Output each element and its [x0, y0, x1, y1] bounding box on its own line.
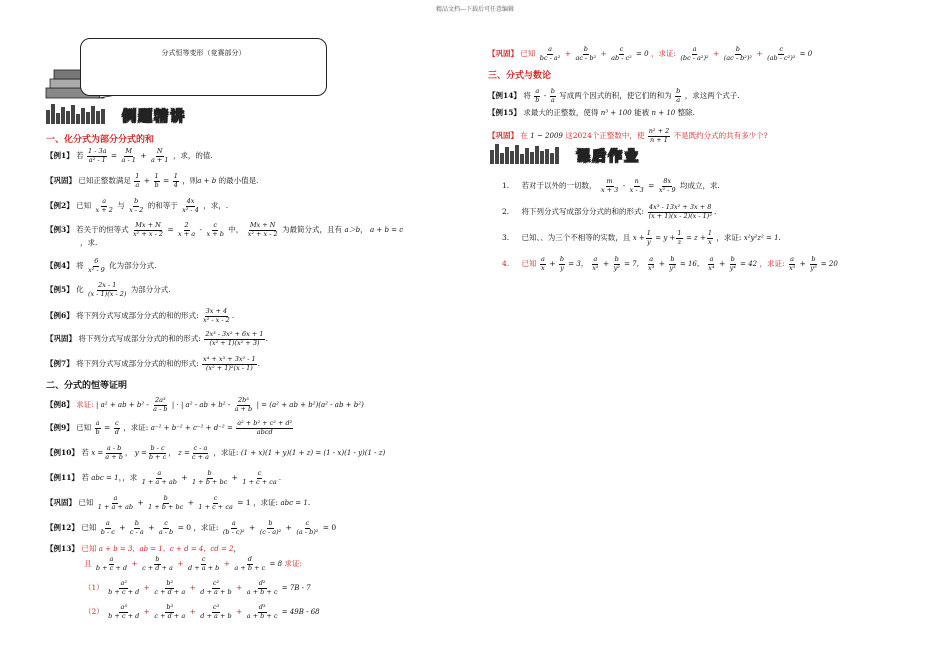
text: 能被	[634, 108, 650, 117]
label: 【巩固】	[46, 498, 76, 507]
banner-left-title: 例题精讲	[122, 109, 187, 125]
text: ，求证:	[650, 49, 676, 58]
banner-homework	[490, 144, 640, 169]
text: 将下列分式写成部分分式的和的形式:	[78, 334, 201, 343]
label: 【巩固】	[488, 131, 518, 140]
text: ，求证:	[193, 523, 219, 532]
label: 【例11】	[46, 473, 79, 482]
text: 已知	[76, 201, 92, 210]
example-4: 【例4】 将 $\frac{6}{\text{x² - 9}}$ 化为部分分式.	[46, 257, 157, 274]
example-13: 【例13】 已知 a + b = 3，ab = 1，c + d = 4，cd = 2，	[46, 544, 242, 553]
text: 若	[81, 448, 89, 457]
number: 2.	[502, 207, 510, 216]
text: 若关于的恒等式	[76, 225, 129, 234]
number: 3.	[502, 233, 510, 242]
text: 这	[565, 131, 573, 140]
section-3-heading: 三、分式与数论	[488, 71, 552, 81]
label: 【例12】	[46, 523, 79, 532]
text: 若	[81, 473, 89, 482]
document-title: 分式恒等变形（竞赛部分）	[161, 49, 246, 57]
example-2: 【例2】 已知 $\frac{a}{x + 2}$ 与 $\frac{b}{x - 2}$ 的和等于 $\frac{4x}{\text{x² - 4}}$ ，求，.	[46, 197, 229, 214]
consolidation-11: 【巩固】 已知 $\frac{a}{1 + a + ab}$ + $\frac{b}{1 + b + bc}$ + $\frac{c}{1 + c + ca}$ = 1 ，求证: abc = 1.	[46, 494, 311, 511]
text: 中，	[228, 225, 244, 234]
label: 【例9】	[46, 423, 74, 432]
text: ，求证:	[213, 448, 239, 457]
text: ，求这两个式子.	[684, 91, 740, 100]
bar-decoration-icon	[46, 104, 105, 124]
example-13-part-2: （2） $\frac{\text{a³}}{b + c + d}$ + $\frac{\text{b³}}{c + d + a}$ + $\frac{\text{c³}}{d + a + b}$ + $\frac{\text{d³}}{a + b + c}$ = 49B - 68	[84, 603, 320, 620]
text: 将下列分式写成部分分式的和的形式:	[76, 311, 199, 320]
text: 已知	[78, 498, 94, 507]
text: 已知	[521, 259, 537, 268]
text: 在	[520, 131, 528, 140]
text: 化为部分分式.	[109, 261, 157, 270]
condition: a + b = c	[369, 226, 404, 234]
text: 的和等于	[147, 201, 178, 210]
example-13-part-1: （1） $\frac{\text{a²}}{b + c + d}$ + $\frac{\text{b²}}{c + d + a}$ + $\frac{\text{c²}}{d + a + b}$ + $\frac{\text{d²}}{a + b + c}$ = 7B - 7	[84, 579, 311, 596]
example-9: 【例9】 已知 $\frac{a}{b}$ = $\frac{c}{d}$ ，求证: a⁻² + b⁻² + c⁻² + d⁻² = $\frac{\text{a² + b² + c² + d²}}{\text{abcd}}$	[46, 419, 293, 436]
label: 【例4】	[46, 261, 74, 270]
banner-right-title: 课后作业	[576, 149, 641, 165]
text: 均成立，求.	[679, 181, 720, 190]
text: 将下列分式写成部分分式的和的形式:	[521, 207, 645, 216]
number: 4.	[502, 259, 510, 268]
section-2-heading: 二、分式的恒等证明	[46, 381, 128, 391]
label: 【例7】	[46, 359, 74, 368]
example-7: 【例7】 将下列分式写成部分分式的和的形式: $\frac{\text{x⁴ + x³ + 3x² - 1}}{\text{(x² + 1)²(x - 1)}}$ .	[46, 355, 260, 372]
text: 将下列分式写成部分分式的和的形式:	[76, 359, 199, 368]
text: 与	[117, 201, 125, 210]
number: 1.	[502, 181, 510, 190]
example-11: 【例11】 若 abc = 1，，求 $\frac{a}{1 + a + ab}$ + $\frac{b}{1 + b + bc}$ + $\frac{c}{1 + c + ca}$ .	[46, 469, 282, 486]
condition: a＞b	[344, 226, 361, 234]
text: 为最简分式，且有	[282, 225, 343, 234]
text: ，求	[122, 473, 138, 482]
example-14: 【例14】 将 $\frac{a}{b}$ - $\frac{b}{a}$ 写成两个因式的积，使它们的和为 $\frac{b}{a}$ ，求这两个式子.	[488, 87, 740, 104]
label: 【例6】	[46, 311, 74, 320]
example-12: 【例12】 已知 $\frac{a}{b - c}$ + $\frac{b}{c - a}$ + $\frac{c}{a - b}$ = 0 ，求证: $\frac{a}{\text{(b - c)²}}$ + $\frac{b}{\text{(c - a)²}}$ + $\frac{c}{\text{(a - b)²}}$ = 0	[46, 519, 337, 536]
homework-2: 2. 将下列分式写成部分分式的和的形式: $\frac{\text{4x³ - 13x² + 3x + 8}}{\text{(x + 1)(x - 2)(x - 1)²}}$ .	[502, 203, 717, 220]
text: 整除.	[677, 108, 696, 117]
label: 【例5】	[46, 285, 74, 294]
text: ，求，.	[203, 201, 229, 210]
text: 已知	[81, 544, 97, 553]
title-box	[80, 38, 327, 96]
text: 的最小值是.	[218, 176, 259, 185]
text: 若对于以外的一切数，	[521, 181, 597, 190]
page-header: 精品文档---下载后可任意编辑	[435, 6, 515, 13]
text: ，求.	[80, 238, 98, 247]
example-5: 【例5】 化 $\frac{2x - 1}{(x - 1)(x - 2)}$ 为部分分式.	[46, 281, 171, 298]
homework-3: 3. 已知、、为三个不相等的实数，且 x + $\frac{1}{y}$ = y + $\frac{1}{z}$ = z + $\frac{1}{x}$ ，求证: x²y²z² = 1.	[502, 229, 781, 246]
label: 【例8】	[46, 400, 74, 409]
banner-example-lectures	[46, 104, 186, 129]
text: 个正整数中，使	[591, 131, 645, 140]
label: 【例1】	[46, 151, 74, 160]
label: 【巩固】	[488, 49, 518, 58]
text: ，求，的值.	[172, 151, 213, 160]
text: 已知	[81, 523, 97, 532]
consolidation-1: 【巩固】 已知正整数满足 $\frac{1}{a}$ + $\frac{1}{b}$ = $\frac{1}{4}$ ，则a + b 的最小值是.	[46, 172, 259, 189]
label: 【巩固】	[46, 334, 76, 343]
consolidation-15: 【巩固】 在 1 ~ 2009 这2024个正整数中，使 $\frac{\text{n² + 2}}{n + 1}$ 不是既约分式的共有多少个?	[488, 127, 768, 144]
label: 【例14】	[488, 91, 521, 100]
text: ，求证:	[759, 259, 785, 268]
bar-decoration-icon	[490, 144, 559, 164]
homework-1: 1. 若对于以外的一切数， $\frac{m}{x + 3}$ - $\frac{n}{x - 3}$ = $\frac{8x}{\text{x² - 9}}$ 均成立，求.	[502, 177, 720, 194]
text: 求证:	[284, 559, 302, 568]
text: 求证:	[76, 400, 94, 409]
text: 已知正整数满足	[78, 176, 131, 185]
text: ，则	[182, 176, 198, 185]
label: 【例2】	[46, 201, 74, 210]
text: 为部分分式.	[130, 285, 171, 294]
section-1-heading: 一、化分式为部分分式的和	[46, 135, 155, 145]
label: 【例10】	[46, 448, 79, 457]
text: 将	[523, 91, 531, 100]
example-13-given: 且 $\frac{a}{b + c + d}$ + $\frac{b}{c + d + a}$ + $\frac{c}{d + a + b}$ + $\frac{d}{a + b + c}$ = 8 求证:	[84, 555, 302, 572]
text: 求最大的正整数，使得	[523, 108, 599, 117]
text: 若	[76, 151, 84, 160]
example-3: 【例3】 若关于的恒等式 $\frac{Mx + N}{\text{x² + x - 2}}$ = $\frac{2}{x + a}$ - $\frac{c}{x + b}$ 中， $\frac{Mx + N}{\text{x² + x - 2}}$ 为最简分式，且有 a＞b， a + b = c ，求.	[46, 221, 404, 247]
example-15: 【例15】 求最大的正整数，使得 n³ + 100 能被 n + 10 整除.	[488, 108, 696, 117]
label: 【例15】	[488, 108, 521, 117]
text: 已知、、为三个不相等的实数，且	[521, 233, 631, 242]
text: 化	[76, 285, 84, 294]
label: 【例3】	[46, 225, 74, 234]
consolidation-top-right: 【巩固】 已知 $\frac{a}{\text{bc - a²}}$ + $\frac{b}{\text{ac - b²}}$ + $\frac{c}{\text{ab - c²}}$ = 0 ，求证: $\frac{a}{\text{(bc - a²)²}}$ + $\frac{b}{\text{(ac - b²)²}}$ + $\frac{c}{\text{(ab - c²)²}}$ = 0	[488, 45, 813, 62]
label: 【例13】	[46, 544, 79, 553]
text: ，求证:	[716, 233, 742, 242]
example-1: 【例1】 若 $\frac{1 - 3a}{\text{a² - 1}}$ = $\frac{M}{a - 1}$ + $\frac{N}{a + 1}$ ，求，的值.	[46, 147, 213, 164]
text: （2）	[84, 607, 104, 616]
homework-4: 4. 已知 $\frac{a}{x}$ + $\frac{b}{y}$ = 3， $\frac{a}{\text{x²}}$ + $\frac{b}{\text{y²}}$ = 7， $\frac{a}{\text{x³}}$ + $\frac{b}{\text{y³}}$ = 16， $\frac{a}{\text{x⁴}}$ + $\frac{b}{\text{y⁴}}$ = 42 ，求证: $\frac{a}{\text{x⁵}}$ + $\frac{b}{\text{y⁵}}$ = 20	[502, 255, 838, 272]
text: （1）	[84, 583, 104, 592]
text: 将	[76, 261, 84, 270]
count: 2024	[572, 131, 592, 140]
text: 已知	[76, 423, 92, 432]
text: 且	[84, 559, 92, 568]
example-6: 【例6】 将下列分式写成部分分式的和的形式: $\frac{3x + 4}{\text{x² - x - 2}}$ .	[46, 307, 235, 324]
text: ，求证:	[253, 498, 279, 507]
text: 已知	[520, 49, 536, 58]
label: 【巩固】	[46, 176, 76, 185]
text: ，求证:	[123, 423, 149, 432]
text: 写成两个因式的积，使它们的和为	[559, 91, 672, 100]
consolidation-6: 【巩固】 将下列分式写成部分分式的和的形式: $\frac{\text{2x³ - 3x² + 6x + 1}}{\text{(x² + 1)(x² + 3)}}$ .	[46, 330, 268, 347]
text: 不是既约分式的共有多少个?	[673, 131, 768, 140]
example-10: 【例10】 若 x = $\frac{a - b}{a + b}$ ， y = $\frac{b - c}{b + c}$ ， z = $\frac{c - a}{c + a}$ ，求证: (1 + x)(1 + y)(1 + z) = (1 - x)(1 - y)(1 - z)	[46, 444, 386, 461]
example-8: 【例8】 求证: | a² + ab + b² - $\frac{\text{2a³}}{a - b}$ | · | a² - ab + b² - $\frac{\text{2b³}}{a + b}$ | = (a² + ab + b²)(a² - ab + b²)	[46, 396, 364, 413]
